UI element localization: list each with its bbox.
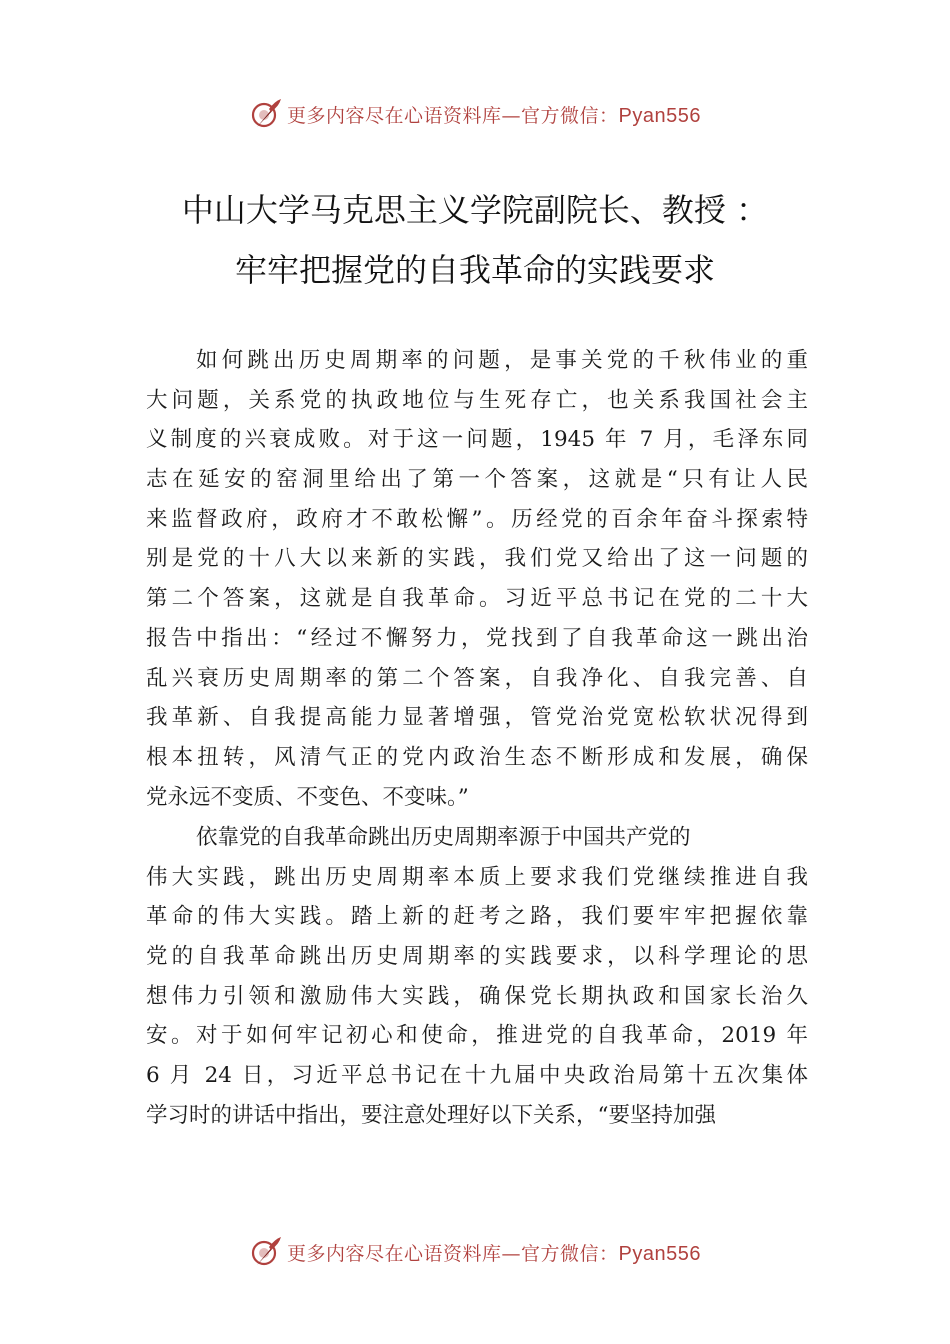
page-title-line-2: 牢牢把握党的自我革命的实践要求 — [234, 251, 715, 289]
text-line: 我革新、自我提高能力显著增强，管党治党宽松软状况得到 — [146, 705, 808, 731]
text-line: 志在延安的窑洞里给出了第一个答案，这就是“只有让人民 — [146, 467, 808, 493]
text-line: 来监督政府，政府才不敢松懈”。历经党的百余年奋斗探索特 — [146, 506, 808, 532]
text-line: 如何跳出历史周期率的问题，是事关党的千秋伟业的重 — [196, 348, 808, 373]
text-line: 伟大实践，跳出历史周期率本质上要求我们党继续推进自我 — [146, 864, 808, 890]
text-line: 乱兴衰历史周期率的第二个答案，自我净化、自我完善、自 — [146, 665, 808, 691]
text-line: 6 月 24 日，习近平总书记在十九届中央政治局第十五次集体 — [146, 1063, 808, 1089]
text-line: 党的自我革命跳出历史周期率的实践要求，以科学理论的思 — [146, 944, 808, 970]
watermark-header — [0, 94, 950, 134]
quill-seal-icon — [249, 97, 283, 131]
text-line: 革命的伟大实践。踏上新的赶考之路，我们要牢牢把握依靠 — [146, 904, 808, 930]
paragraph-2 — [146, 818, 808, 1136]
text-line: 党永远不变质、不变色、不变味。” — [146, 784, 469, 810]
text-line: 义制度的兴衰成败。对于这一问题，1945 年 7 月，毛泽东同 — [146, 427, 808, 453]
paragraph-1 — [146, 341, 808, 817]
watermark-text: 更多内容尽在心语资料库—官方微信：Pyan556 — [287, 1242, 701, 1265]
text-line: 报告中指出：“经过不懈努力，党找到了自我革命这一跳出治 — [146, 625, 808, 651]
text-line: 学习时的讲话中指出，要注意处理好以下关系，“要坚持加强 — [146, 1102, 716, 1128]
watermark-footer — [0, 1232, 950, 1272]
text-line: 别是党的十八大以来新的实践，我们党又给出了这一问题的 — [146, 546, 808, 572]
page-title-line-1: 中山大学马克思主义学院副院长、教授 ： — [181, 191, 769, 229]
text-line: 安。对于如何牢记初心和使命，推进党的自我革命，2019 年 — [146, 1023, 808, 1049]
watermark-text: 更多内容尽在心语资料库—官方微信：Pyan556 — [287, 104, 701, 127]
text-line: 第二个答案，这就是自我革命。习近平总书记在党的二十大 — [146, 586, 808, 612]
text-line: 大问题，关系党的执政地位与生死存亡，也关系我国社会主 — [146, 387, 808, 413]
text-line: 想伟力引领和激励伟大实践，确保党长期执政和国家长治久 — [146, 983, 808, 1009]
quill-seal-icon — [249, 1235, 283, 1269]
text-line: 根本扭转，风清气正的党内政治生态不断形成和发展，确保 — [146, 744, 808, 770]
text-line: 依靠党的自我革命跳出历史周期率源于中国共产党的 — [196, 825, 691, 850]
